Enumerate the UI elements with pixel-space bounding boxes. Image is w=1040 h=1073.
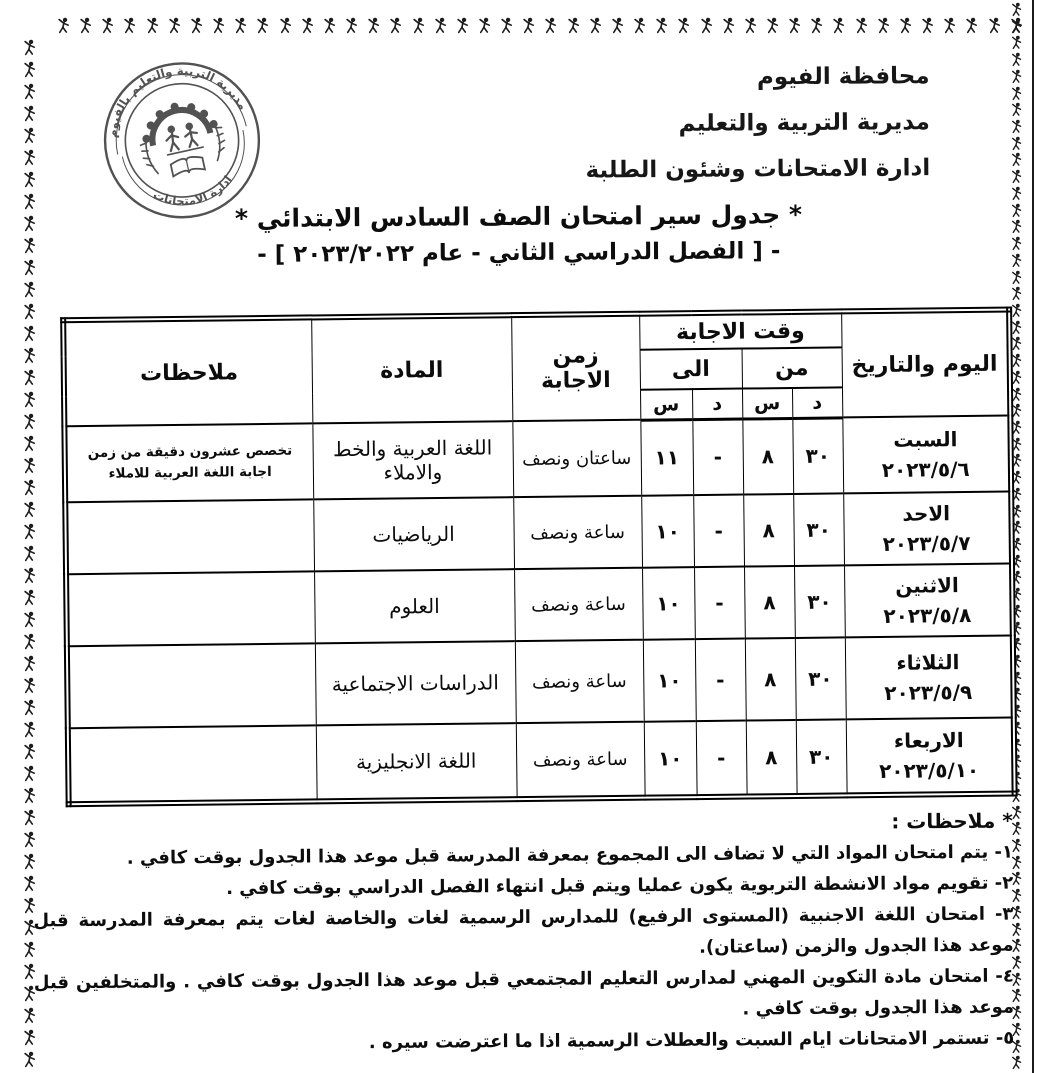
col-header-to-hours: س	[640, 389, 692, 420]
cell-duration: ساعة ونصف	[516, 722, 645, 799]
day-name: الاربعاء	[893, 728, 964, 753]
col-header-notes: ملاحظات	[63, 317, 312, 426]
footnote-item: ٤- امتحان مادة التكوين المهني لمدارس التعليم المجتمعي قبل موعد هذا الجدول بوقت كافي . والمتخلفين قبل موعد هذا الجدول بوقت كافي .	[33, 965, 1015, 1020]
cell-to-hours: ١٠	[642, 567, 695, 640]
footnote-item: ١- يتم امتحان المواد التي لا تضاف الى المجموع بمعرفة المدرسة قبل موعد هذا الجدول بوقت كافي .	[126, 841, 1014, 869]
exam-schedule-table	[60, 306, 1018, 807]
day-date: ٢٠٢٣/٥/٦	[881, 456, 970, 482]
administration-line: ادارة الامتحانات وشئون الطلبة	[585, 155, 931, 184]
footnote-item: ٥- تستمر الامتحانات ايام السبت والعطلات الرسمية اذا ما اعترضت سيره .	[368, 1027, 1015, 1054]
cell-from-hours: ٨	[746, 720, 797, 797]
letterhead	[585, 53, 931, 193]
cell-note	[66, 571, 315, 646]
cell-from-hours: ٨	[744, 566, 795, 639]
col-header-day-date: اليوم والتاريخ	[841, 310, 1010, 418]
cell-day-date	[842, 416, 1011, 494]
cell-day-date	[844, 564, 1013, 638]
cell-duration: ساعة ونصف	[515, 640, 644, 723]
cell-to-minutes: -	[694, 567, 745, 640]
day-name: الثلاثاء	[896, 650, 960, 675]
col-header-duration: زمن الاجابة	[511, 314, 640, 421]
table-row	[68, 717, 1015, 804]
governorate-line: محافظة الفيوم	[756, 63, 930, 91]
cell-subject: الدراسات الاجتماعية	[315, 641, 516, 725]
cell-note	[67, 643, 316, 728]
cell-to-hours: ١٠	[644, 721, 697, 798]
cell-to-hours: ١١	[640, 419, 693, 496]
cell-from-minutes: ٣٠	[795, 637, 846, 720]
day-date: ٢٠٢٣/٥/٨	[883, 602, 972, 628]
col-header-from-minutes: د	[792, 387, 842, 418]
schedule-table-wrapper	[60, 306, 1018, 807]
col-header-subject: المادة	[311, 315, 512, 423]
cell-note	[68, 725, 317, 804]
cell-note: تخصص عشرون دقيقة من زمن اجابة اللغة العربية للاملاء	[64, 423, 313, 502]
cell-to-minutes: -	[696, 721, 747, 798]
col-header-to: الى	[640, 349, 742, 390]
cell-day-date	[845, 635, 1014, 719]
cell-subject: العلوم	[314, 569, 515, 643]
col-header-from: من	[742, 347, 842, 388]
table-row	[66, 564, 1013, 647]
cell-subject: الرياضيات	[313, 497, 514, 571]
col-header-from-hours: س	[742, 388, 792, 419]
cell-from-minutes: ٣٠	[794, 565, 845, 638]
col-header-to-minutes: د	[692, 389, 742, 420]
day-name: الاثنين	[895, 573, 959, 598]
cell-from-hours: ٨	[742, 418, 793, 495]
page-title: * جدول سير امتحان الصف السادس الابتدائي *	[234, 200, 803, 233]
cell-from-hours: ٨	[743, 494, 794, 567]
cell-from-minutes: ٣٠	[792, 417, 843, 494]
footnote-item: ٢- تقويم مواد الانشطة التربوية يكون عمليا ويتم قبل انتهاء الفصل الدراسي بوقت كافي .	[226, 872, 1014, 900]
cell-from-hours: ٨	[745, 638, 796, 721]
cell-to-minutes: -	[695, 639, 746, 722]
day-name: السبت	[893, 427, 958, 452]
table-row	[65, 492, 1012, 575]
cell-to-hours: ١٠	[641, 495, 694, 568]
stamp-top-text: مديرية التربية والتعليم بالفيوم	[105, 63, 251, 139]
title-block	[0, 198, 1039, 269]
cell-duration: ساعتان ونصف	[512, 420, 641, 497]
table-row	[67, 635, 1014, 728]
cell-to-minutes: -	[693, 495, 744, 568]
table-row	[64, 416, 1011, 503]
footnotes-title: * ملاحظات :	[891, 808, 1013, 834]
footnotes-section	[33, 809, 1015, 1061]
page-subtitle: - [ الفصل الدراسي الثاني - عام ٢٠٢٣/٢٠٢٢ ] -	[257, 238, 781, 268]
day-date: ٢٠٢٣/٥/٧	[882, 530, 971, 556]
cell-to-minutes: -	[692, 419, 743, 496]
directorate-line: مديرية التربية والتعليم	[678, 109, 930, 137]
cell-subject: اللغة العربية والخط والاملاء	[312, 421, 513, 499]
stamp-bottom-text: ادارة الامتحانات	[151, 172, 235, 209]
cell-to-hours: ١٠	[643, 639, 696, 722]
day-date: ٢٠٢٣/٥/١٠	[878, 757, 980, 784]
cell-duration: ساعة ونصف	[513, 496, 642, 569]
cell-day-date	[843, 492, 1012, 566]
cell-note	[65, 499, 314, 574]
col-header-answer-time: وقت الاجابة	[639, 311, 841, 349]
stamp-emblem	[133, 94, 229, 182]
footnote-item: ٣- امتحان اللغة الاجنبية (المستوى الرفيع) للمدارس الرسمية لغات والخاصة لغات يتم بمعرفة المدرسة قبل موعد هذا الجدول والزمن (ساعتان).	[33, 903, 1014, 958]
cell-day-date	[846, 717, 1015, 795]
day-name: الاحد	[902, 501, 951, 526]
cell-duration: ساعة ونصف	[514, 568, 643, 641]
day-date: ٢٠٢٣/٥/٩	[884, 679, 973, 705]
cell-subject: اللغة الانجليزية	[316, 723, 517, 801]
cell-from-minutes: ٣٠	[793, 493, 844, 566]
cell-from-minutes: ٣٠	[796, 719, 847, 796]
